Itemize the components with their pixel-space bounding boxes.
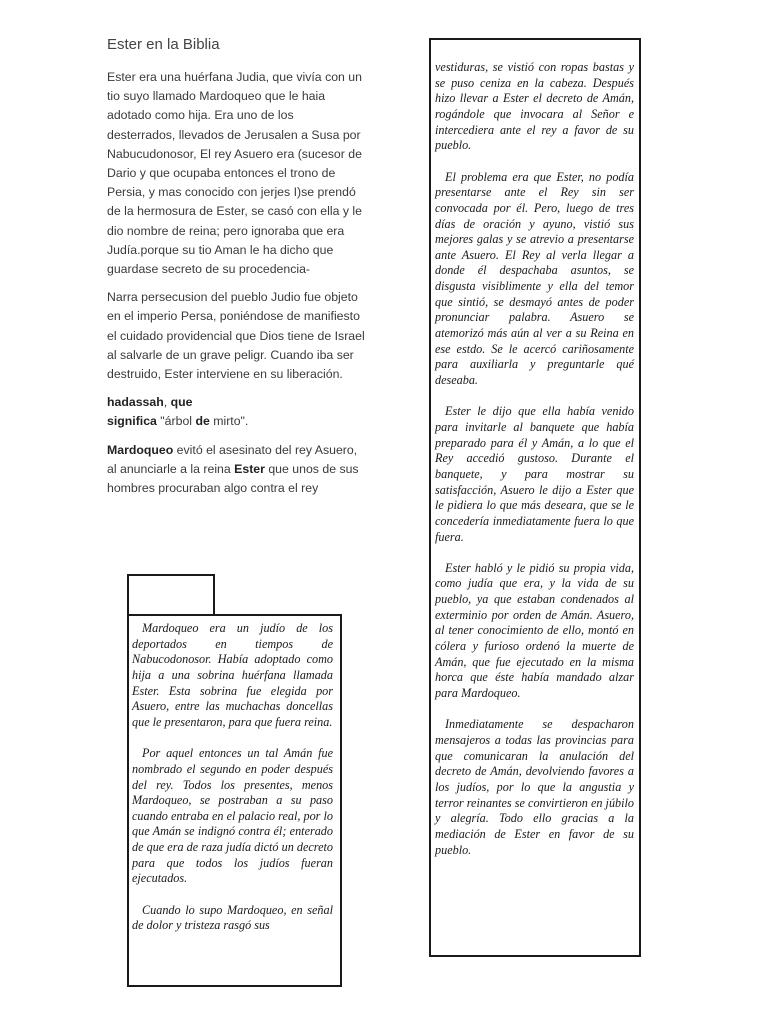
left-box-paragraph-1: Mardoqueo era un judío de los deportados en tiempos de Nabucodonosor. Había adoptado como hija a una sobrina huérfana llamada Ester. Esta sobrina fue elegida por Asuero, entre las muchachas doncellas que le presentaron, para que fuera reina. [132,621,333,729]
left-box-paragraph-2: Por aquel entonces un tal Amán fue nombrado el segundo en poder después del rey. Todos los presentes, menos Mardoqueo, se postraban a su paso cuando entraba en el palacio real, por lo que Amán se indignó contra él; enterado de que era de raza judía dictó un decreto para que todos los judíos fueran ejecutados. [132,746,333,886]
left-story-box [127,614,342,987]
right-box-paragraph-4: Ester habló y le pidió su propia vida, como judía que era, y la vida de su pueblo, ya que estaban condenados al exterminio por orden de Amán. Asuero, al tener conocimiento de ello, montó en cólera y furioso ordenó la muerte de Amán, que fue ejecutado en la misma horca que éste había mandado alzar para Mardoqueo. [435,560,634,701]
right-story-box [429,38,641,957]
hadassah-significa: significa [107,414,157,429]
intro-paragraph: Ester era una huérfana Judia, que vivía con un tio suyo llamado Mardoqueo que le haia adotado como hija. Era uno de los desterrados, llevados de Jerusalen a Susa por Nabucudonosor, El rey Asuero era (sucesor de Dario y que ocupaba entonces el trono de Persia, y mas conocido con jerjes I)se prendó de la hermosura de Ester, se casó con ella y le dio nombre de reina; pero ignoraba que era Judía.porque su tio Aman le ha dicho que guardase secreto de su procedencia- [107,70,362,277]
left-column [107,36,365,507]
mardoqueo-text-2: que unos de sus hombres procuraban algo contra el rey [107,461,359,496]
hadassah-de: de [195,414,210,429]
mardoqueo-name: Mardoqueo [107,442,174,457]
right-box-paragraph-5: Inmediatamente se despacharon mensajeros a todas las provincias para que comunicaran la anulación del decreto de Amán, devolviendo favores a los judíos, por lo que la angustia y terror reinantes se convirtieron en júbilo y alegría. Todo ello gracias a la mediación de Ester en favor de su pueblo. [435,717,634,857]
mardoqueo-text-1: evitó el asesinato del rey Asuero, al anunciarle a la reina [107,442,358,476]
mardoqueo-note [107,441,365,499]
hadassah-que: que [170,395,193,410]
hadassah-mirto: mirto". [209,414,249,429]
persecution-paragraph: Narra persecusion del pueblo Judio fue objeto en el imperio Persa, poniéndose de manifiesto el cuidado providencial que Dios tiene de Israel al salvarle de un grave peligr. Cuando iba ser destruido, Ester interviene en su liberación. [107,290,365,382]
hadassah-definition [107,393,365,431]
hadassah-comma: , [163,395,171,410]
empty-header-box [127,574,215,616]
page-title: Ester en la Biblia [107,36,220,53]
hadassah-word: hadassah [107,395,164,410]
right-box-paragraph-1: vestiduras, se vistió con ropas bastas y se puso ceniza en la cabeza. Después hizo llevar a Ester el decreto de Amán, rogándole que invocara al Señor e intercediera ante el rey a favor de su pueblo. [435,60,634,153]
mardoqueo-ester: Ester [234,461,265,476]
left-box-paragraph-3: Cuando lo supo Mardoqueo, en señal de dolor y tristeza rasgó sus [132,902,333,933]
right-box-paragraph-3: Ester le dijo que ella había venido para invitarle al banquete que había preparado para él y Amán, a lo que el Rey accedió gustoso. Durante el banquete, y para mostrar su satisfacción, Asuero le dijo a Ester que le pidiera lo que más deseara, que se le concedería inmediatamente fuera lo que fuera. [435,404,634,544]
right-box-paragraph-2: El problema era que Ester, no podía presentarse ante el Rey sin ser convocada por él. Pero, luego de tres días de oración y ayuno, vistió sus mejores galas y se atrevio a presentarse ante Asuero. El Rey al verla llegar a donde él despachaba asuntos, se disgusta visiblimente y ella del temor que sintió, se desmayó antes de poder pronunciar palabra. Asuero se atemorizó más aún al ver a su Reina en ese estdo. Se le acercó cariñosamente para auxiliarla y preguntarle qué deseaba. [435,169,634,388]
hadassah-arbol: "árbol [156,414,196,429]
